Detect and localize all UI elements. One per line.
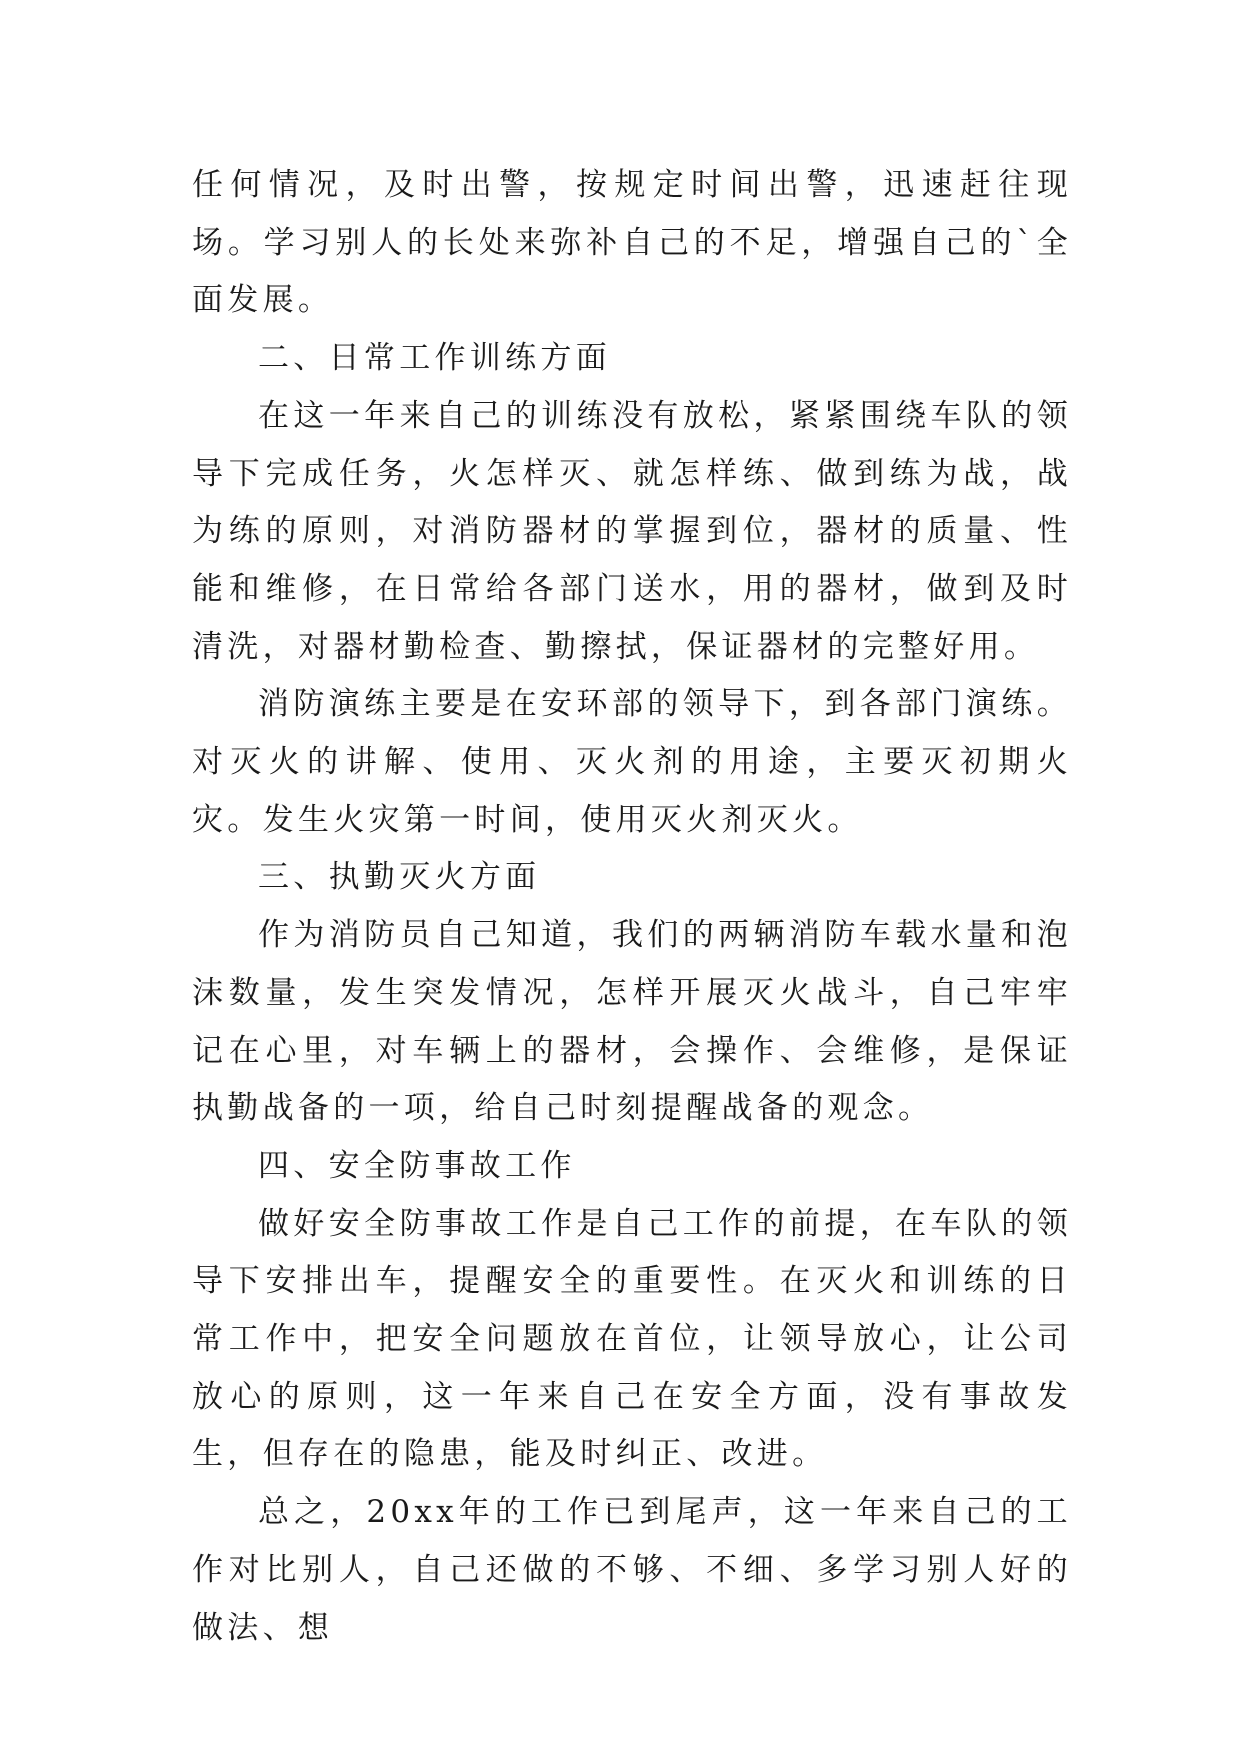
paragraph-training: 在这一年来自己的训练没有放松，紧紧围绕车队的领导下完成任务，火怎样灭、就怎样练、做到练为战，战为练的原则，对消防器材的掌握到位，器材的质量、性能和维修，在日常给各部门送水，用的器材，做到及时清洗，对器材勤检查、勤擦拭，保证器材的完整好用。 bbox=[192, 397, 1072, 665]
section-heading-safety: 四、安全防事故工作 bbox=[258, 1147, 576, 1184]
section-heading-firefighting-duty: 三、执勤灭火方面 bbox=[258, 859, 541, 896]
paragraph-duty: 作为消防员自己知道，我们的两辆消防车载水量和泡沫数量，发生突发情况，怎样开展灭火战斗，自己牢牢记在心里，对车辆上的器材，会操作、会维修，是保证执勤战备的一项，给自己时刻提醒战备的观念。 bbox=[192, 917, 1072, 1127]
section-heading-daily-training: 二、日常工作训练方面 bbox=[258, 340, 611, 377]
document-body bbox=[192, 157, 1072, 1657]
paragraph-continuation: 任何情况，及时出警，按规定时间出警，迅速赶往现场。学习别人的长处来弥补自己的不足，增强自己的`全面发展。 bbox=[192, 167, 1072, 319]
paragraph-safety: 做好安全防事故工作是自己工作的前提，在车队的领导下安排出车，提醒安全的重要性。在灭火和训练的日常工作中，把安全问题放在首位，让领导放心，让公司放心的原则，这一年来自己在安全方面，没有事故发生，但存在的隐患，能及时纠正、改进。 bbox=[192, 1205, 1072, 1473]
paragraph-summary: 总之，20xx年的工作已到尾声，这一年来自己的工作对比别人，自己还做的不够、不细、多学习别人好的做法、想 bbox=[192, 1494, 1072, 1646]
paragraph-fire-drill: 消防演练主要是在安环部的领导下，到各部门演练。对灭火的讲解、使用、灭火剂的用途，主要灭初期火灾。发生火灾第一时间，使用灭火剂灭火。 bbox=[192, 686, 1072, 838]
